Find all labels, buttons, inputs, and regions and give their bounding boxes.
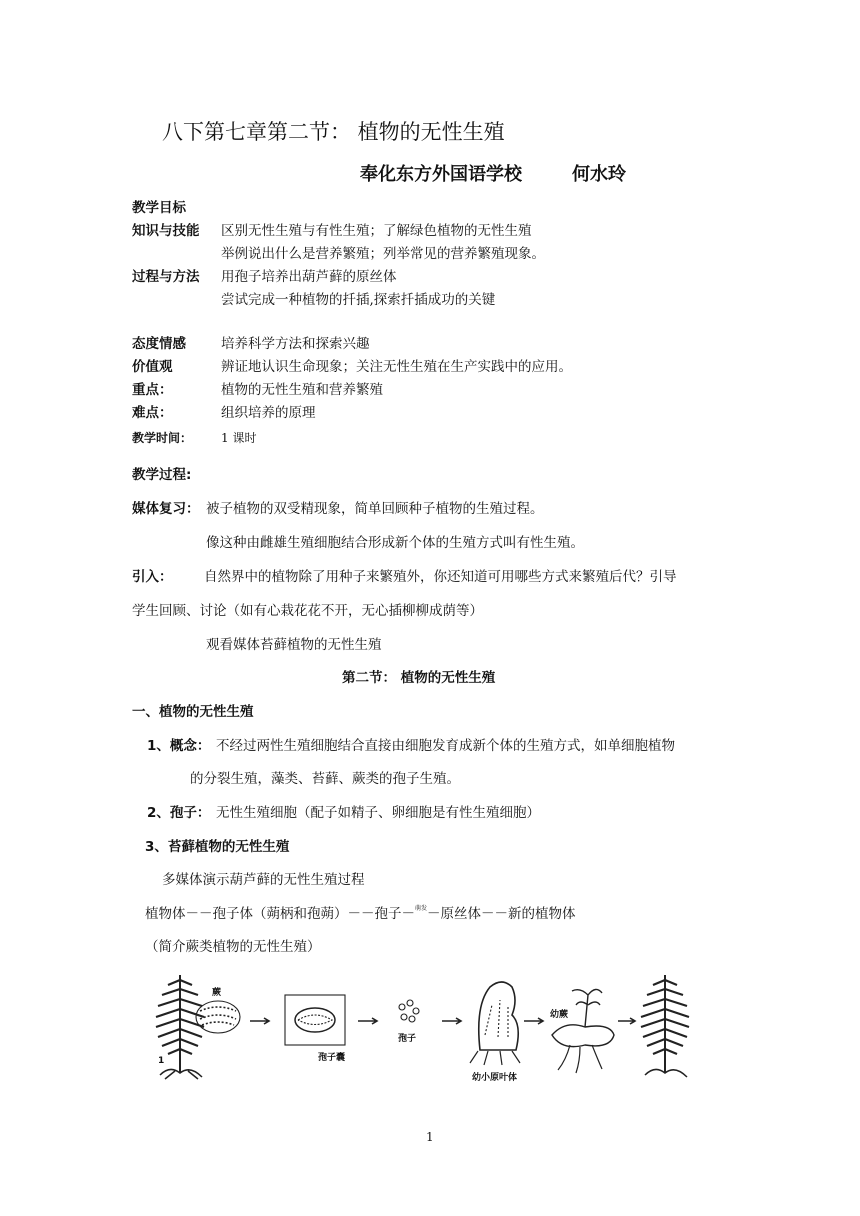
values-text: 辨证地认识生命现象；关注无性生殖在生产实践中的应用。 bbox=[221, 359, 572, 375]
prothallium-icon bbox=[470, 982, 520, 1065]
attitude-label: 态度情感 bbox=[132, 336, 186, 352]
objectives-heading: 教学目标 bbox=[132, 200, 186, 216]
label-spore: 孢子 bbox=[398, 1034, 417, 1044]
values-label: 价值观 bbox=[132, 359, 173, 375]
knowledge-text-2: 举例说出什么是营养繁殖；列举常见的营养繁殖现象。 bbox=[221, 246, 545, 262]
concept-text: 不经过两性生殖细胞结合直接由细胞发育成新个体的生殖方式，如单细胞植物 bbox=[216, 738, 675, 754]
spores-icon bbox=[399, 1000, 419, 1022]
process-heading: 教学过程: bbox=[132, 467, 192, 483]
arrow-icon bbox=[250, 1018, 269, 1024]
label-fern: 蕨 bbox=[212, 988, 222, 998]
spore-label: 2、孢子： bbox=[147, 805, 211, 821]
intro-text-3: 观看媒体苔藓植物的无性生殖 bbox=[206, 637, 382, 653]
moss-flow-line bbox=[145, 902, 576, 922]
germinate-note: 萌发 bbox=[415, 905, 428, 912]
intro-text-2: 学生回顾、讨论（如有心栽花花不开，无心插柳柳成荫等） bbox=[132, 603, 483, 619]
difficult-point-text: 组织培养的原理 bbox=[221, 405, 316, 421]
arrow-icon bbox=[524, 1018, 543, 1024]
moss-heading: 3、苔藓植物的无性生殖 bbox=[145, 839, 290, 855]
sporangium-box-icon bbox=[285, 995, 345, 1045]
fern-note: （简介蕨类植物的无性生殖） bbox=[145, 939, 321, 955]
school-name: 奉化东方外国语学校 bbox=[360, 164, 522, 185]
difficult-point-label: 难点： bbox=[132, 405, 173, 421]
label-young-fern: 幼蕨 bbox=[550, 1010, 569, 1020]
arrow-icon bbox=[442, 1018, 461, 1024]
label-prothallium: 幼小原叶体 bbox=[472, 1073, 518, 1083]
review-label: 媒体复习： bbox=[132, 501, 200, 517]
moss-flow-part-b: －原丝体－－新的植物体 bbox=[427, 906, 576, 922]
knowledge-text-1: 区别无性生殖与有性生殖；了解绿色植物的无性生殖 bbox=[221, 223, 532, 239]
process-text-1: 用孢子培养出葫芦藓的原丝体 bbox=[221, 269, 397, 285]
author-name: 何水玲 bbox=[572, 164, 626, 185]
process-label: 过程与方法 bbox=[132, 269, 200, 285]
arrow-icon bbox=[618, 1018, 635, 1024]
teaching-time-text: 1 课时 bbox=[221, 431, 257, 445]
arrow-icon bbox=[358, 1018, 377, 1024]
spore-text: 无性生殖细胞（配子如精子、卵细胞是有性生殖细胞） bbox=[216, 805, 540, 821]
teaching-time-label: 教学时间： bbox=[132, 431, 193, 445]
section-heading: 第二节： 植物的无性生殖 bbox=[342, 670, 496, 686]
label-sporangium: 孢子囊 bbox=[318, 1053, 346, 1063]
moss-flow-part-a: 植物体－－孢子体（蒴柄和孢蒴）－－孢子－ bbox=[145, 906, 415, 922]
concept-label: 1、概念： bbox=[147, 738, 211, 754]
young-fern-icon bbox=[552, 989, 614, 1073]
attitude-text: 培养科学方法和探索兴趣 bbox=[221, 336, 370, 352]
new-fern-icon bbox=[641, 975, 689, 1077]
review-text-2: 像这种由雌雄生殖细胞结合形成新个体的生殖方式叫有性生殖。 bbox=[206, 535, 584, 551]
page-number: 1 bbox=[426, 1130, 434, 1144]
part-one-heading: 一、植物的无性生殖 bbox=[132, 704, 254, 720]
concept-text-2: 的分裂生殖，藻类、苔藓、蕨类的孢子生殖。 bbox=[190, 771, 460, 787]
intro-text: 自然界中的植物除了用种子来繁殖外，你还知道可用哪些方式来繁殖后代？引导 bbox=[204, 569, 677, 585]
fern-lifecycle-figure bbox=[140, 965, 700, 1090]
review-text: 被子植物的双受精现象，简单回顾种子植物的生殖过程。 bbox=[206, 501, 544, 517]
process-text-2: 尝试完成一种植物的扦插,探索扦插成功的关键 bbox=[221, 292, 496, 308]
key-point-text: 植物的无性生殖和营养繁殖 bbox=[221, 382, 383, 398]
knowledge-label: 知识与技能 bbox=[132, 223, 200, 239]
label-one: 1 bbox=[158, 1056, 165, 1066]
key-point-label: 重点： bbox=[132, 382, 173, 398]
page-title: 八下第七章第二节： 植物的无性生殖 bbox=[162, 120, 505, 144]
moss-demo-text: 多媒体演示葫芦藓的无性生殖过程 bbox=[162, 872, 365, 888]
intro-label: 引入： bbox=[132, 569, 173, 585]
